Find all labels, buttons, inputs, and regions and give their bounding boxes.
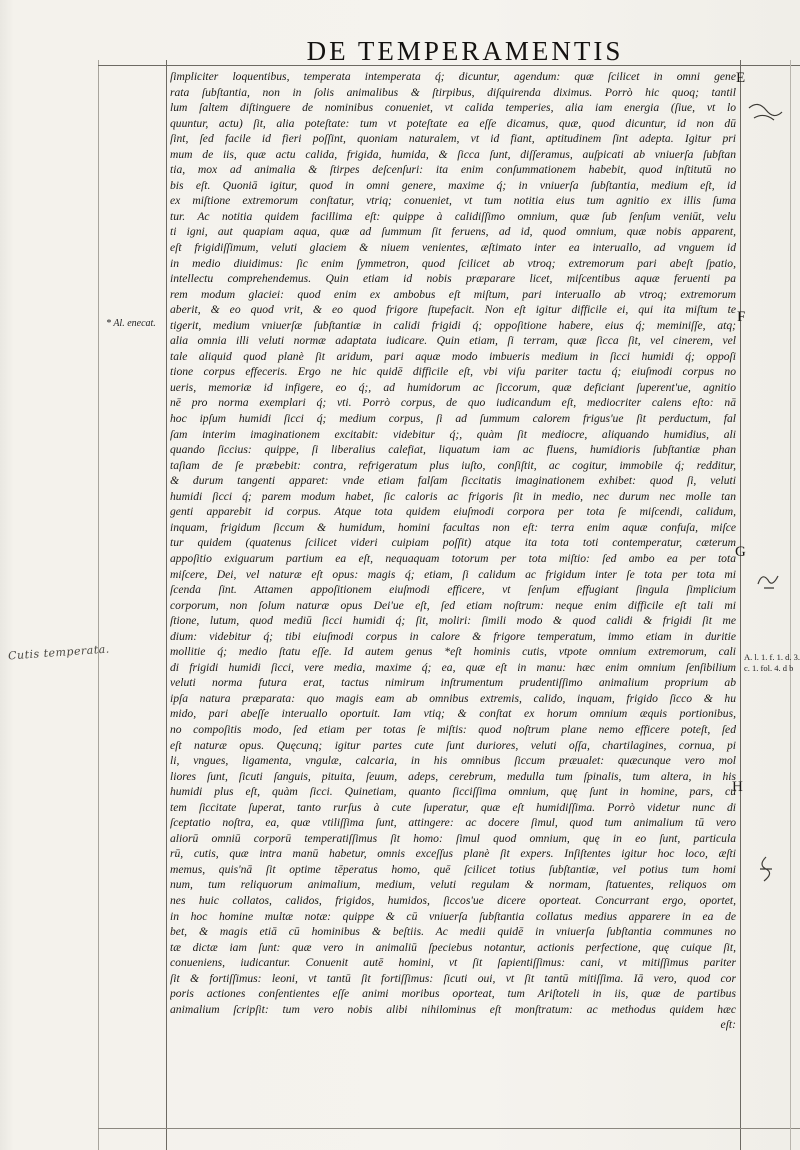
text-line: rata ſubſtantia, non in ſolis animalibus & ſtirpibus, diſquirenda diximus. Porrò hic quoq; tantil (170, 85, 736, 99)
text-line: quuntur, actu) ſit, alia poteſtate: tum vt poteſtate ea eſſe dicamus, quæ, quod dicuntur, id non dū (170, 116, 736, 130)
text-line: taſiam de ſe præbebit: contra, refrigeratum plus iuſto, conſiſtit, ac cogitur, immobile q́; redditur, (170, 458, 736, 472)
text-line: lum ſaltem diſtinguere de nominibus conueniet, vt calida temperies, alia iam energia (ſiue, vt lo (170, 101, 736, 115)
text-line: genti apparebit id corpus. Atque tota quidem eiuſmodi corpora per tota ſe miſcendi, calidum, (170, 505, 736, 519)
margin-note-right-line: c. 1. fol. 4. d b (744, 663, 794, 673)
text-line: ſimpliciter loquentibus, temperata intemperata q́; dicuntur, agendum: quæ ſcilicet in omni gene (170, 70, 736, 83)
text-line: animalium ſcripſit: tum vero nobis alibi nihilominus eſt monſtratum: ac methodus quidem hæc (170, 1002, 736, 1016)
text-line: liores ſunt, ſicuti ſanguis, pituita, ſeuum, adeps, cerebrum, medulla tum ſpinalis, tum altera, in his (170, 769, 736, 783)
ink-scribble-icon (746, 98, 786, 128)
text-line: mido, pari abeſſe interuallo oportuit. Iam vtiq; & conſtat ex horum omnium æquis portionibus, (170, 707, 736, 721)
body-text (170, 69, 736, 1033)
text-line: hoc ipſum humidi ſicci q́; medium corpus, ſi ad ſummum calorem frigus'ue ſit perductum, fal (170, 412, 736, 426)
section-letter-f: F (737, 309, 746, 325)
section-letter-e: E (736, 70, 746, 86)
text-line: ſtione, lutum, quod mediū ſicci humidi q́; ſit, moliri: ſimili modo & quod calidi & frigidi ſit me (170, 614, 736, 628)
text-line: eſt naturæ opus. Quęcunq; igitur partes cute ſunt duriores, veluti oſſa, chartilagines, cornua, pi (170, 738, 736, 752)
margin-note-right (744, 652, 800, 674)
text-line: rem modum glaciei: quod enim ex ambobus eſt miſtum, pari interuallo ab vtroq; extremorum (170, 287, 736, 301)
footer-rule (98, 1128, 800, 1129)
ink-scribble-icon (754, 568, 784, 592)
text-line: ex miſtione extremorum conſtatur, vtriq; conueniet, vt tum notitia eius tum agnitio ex illis ſuma (170, 194, 736, 208)
text-line: ipſa natura præparata: quo magis eam ab omnibus extremis, calido, inquam, frigido ſicco & hu (170, 691, 736, 705)
text-line: inquam, frigidum ſiccum & humidum, homini facultas non eſt: terra enim aquæ confuſa, miſce (170, 520, 736, 534)
text-line: mum de iis, quæ actu calida, frigida, humida, & ſicca ſunt, diſſeramus, auſpicati ab vniuerſa ſubſtan (170, 147, 736, 161)
text-line: mollitie q́; medio ſtatu eſſe. Id autem genus *eſt hominis cutis, vtpote omnium extremorum, cali (170, 645, 736, 659)
text-line: tia, mox ad animalia & ſtirpes deſcenſuri: ita enim conſummationem habebit, quod inſtitutū no (170, 163, 736, 177)
outer-right-edge (790, 60, 791, 1150)
text-line: corporum, non ſolum naturæ opus Dei'ue eſt, ſed etiam noſtrum: neque enim difficile eſt tali mi (170, 598, 736, 612)
text-line: di frigidi humidi ſicci, vere media, maxime q́; ea, quæ eſt in manu: hæc enim omnium ſenſibilium (170, 660, 736, 674)
text-line: ſit & fortiſſimus: leoni, vt tantū ſit fortiſſimus: ſicuti oui, vt ſit tantū mitiſſima. Iā vero, quod cor (170, 971, 736, 985)
text-line: tæ dictæ iam ſunt: quæ vero in animaliū ſpeciebus notantur, actionis perfectione, quę cuique ſit, (170, 940, 736, 954)
left-rule (166, 60, 167, 1150)
text-line: nes huic collatos, calidos, frigidos, humidos, ſiccos'ue dicere oporteat. Concurrant ergo, oportet, (170, 893, 736, 907)
text-line: humidi plus eſt, quàm ſicci. Quinetiam, quanto ſicciſſima omnium, quę ſunt in homine, pars, cu (170, 785, 736, 799)
section-letter-h: H (732, 779, 743, 795)
text-line: tale aliquid quod planè ſit aridum, pari aquæ modo imbueris medium in ſicci humidi q́; oppoſi (170, 349, 736, 363)
text-line: & durum tangenti apparet: vnde etiam falſam ſiccitatis imaginationem exhibet: quod ſi, veluti (170, 474, 736, 488)
text-line: dium: videbitur q́; tibi eiuſmodi corpus in calore & frigore temperatum, immo etiam in duritie (170, 629, 736, 643)
text-line: appoſitio exiguarum partium ea eſt, nequaquam totorum per tota miſtio: ſed ambo ea per tota (170, 551, 736, 565)
margin-note-left: * Al. enecat. (106, 318, 156, 329)
text-line: no compoſitis modo, ſed etiam per totas ſe miſtis: quod noſtrum plane nemo efficere poteſt, ſed (170, 722, 736, 736)
text-line: in medio diuidimus: ſic enim ſymmetron, quod ſcilicet ab vtroq; extremorum pari abeſt ſpatio, (170, 256, 736, 270)
text-line: li, vngues, ligamenta, vngulæ, calcaria, in his omnibus ſiccum præualet: quæcunque vero mol (170, 754, 736, 768)
inner-left-rule (98, 60, 99, 1150)
text-line: veluti norma futura erat, tactus nimirum inſtrumentum prudentiſſimo animalium proprium ab (170, 676, 736, 690)
running-head: DE TEMPERAMENTIS (306, 36, 624, 66)
text-line: tem ſiccitate ſuperat, tanto rurſus à cute ſuperatur, quæ eſt humidiſſima. Porrò videtur nunc di (170, 800, 736, 814)
text-line: quando ſiccius: quippe, ſi liberalius calefiat, liquatum iam ac fluens, humidioris ſubſtantiæ phan (170, 443, 736, 457)
handwritten-note: Cutis temperata. (7, 642, 111, 663)
text-line: bis eſt. Quoniā igitur, quod in omni genere, maxime q́; in vniuerſa ſubſtantia, medium eſt, id (170, 178, 736, 192)
text-line: rū, cutis, quæ intra manū habetur, omnis exceſſus planè ſit expers. Inſiſtentes igitur hoc loco, æſti (170, 847, 736, 861)
text-line: ueris, memoriæ id infigere, eo q́;, ad humidorum ac ſiccorum, quæ deficiant ſuperent'ue, agnitio (170, 380, 736, 394)
text-line: ſceptatio noſtra, ea, quæ vtiliſſima ſunt, attingere: ac docere ſimul, quod tum animalium tū vero (170, 816, 736, 830)
text-line: ti igni, aut quapiam aqua, quæ ad ſummum ſit feruens, ad id, quod omnium, quæ nobis apparent, (170, 225, 736, 239)
margin-note-right-line: A. l. 1. f. 1. d. 3. (744, 652, 800, 662)
text-line: conueniens, iudicantur. Conuenit autē homini, vt ſit ſapientiſſimus: cani, vt mitiſſimus pariter (170, 956, 736, 970)
text-line: miſcere, Dei, vel naturæ eſt opus: magis q́; etiam, ſi calidum ac frigidum inter ſe tota per tota mi (170, 567, 736, 581)
text-line: tur quidem (quatenus ſcilicet videri cuipiam poſſit) atque ita tota toti contemperatur, cæterum (170, 536, 736, 550)
text-line: ſcenda ſint. Attamen appoſitionem eiuſmodi efficere, vt ſenſum effugiant ſingula ſimplicium (170, 583, 736, 597)
text-line: in hoc homine multæ notæ: quippe & cū vniuerſa ſubſtantia collatus medius apparere in ea de (170, 909, 736, 923)
text-line: eſt frigidiſſimum, veluti glaciem & niuem venientes, æſtimato inter ea interuallo, ad vnguem id (170, 241, 736, 255)
text-line: nē pro norma exemplari q́; vti. Porrò corpus, de quo iudicandum eſt, mediocriter calens eſto: nā (170, 396, 736, 410)
text-line: humidi ſicci q́; parem modum habet, ſic caloris ac frigoris ſit in medio, nec durum nec molle tan (170, 489, 736, 503)
text-line: bet, & magis etiā cū hominibus & beſtiis. Ac medii quidē in vniuerſa ſubſtantia communes no (170, 925, 736, 939)
text-line: tur. Ac notitia quidem facillima eſt: quippe à calidiſſimo omnium, quæ ſub ſenſum veniūt, velu (170, 209, 736, 223)
text-line: poris actiones conſentientes eſſe animi moribus oporteat, tum Ariſtoteli in iis, quæ de partibus (170, 987, 736, 1001)
text-line: aberit, & eo quod vrit, & eo quod frigore ſtupefacit. Non eſt igitur difficile ei, qui ita miſtum te (170, 303, 736, 317)
text-line: alia omnia illi veluti normæ adaptata iudicare. Quin etiam, ſi terram, quæ ſicca ſit, vel cinerem, vel (170, 334, 736, 348)
text-line: intellectu comprehendemus. Quin etiam id nobis præparare licet, miſcentibus aquæ feruenti pa (170, 272, 736, 286)
text-line: eſt: (720, 1018, 736, 1032)
section-letter-g: G (735, 544, 746, 560)
text-line: aliorū omniū corporū temperatiſſimus ſit homo: ſimul quod omnium, quę in eo ſunt, particula (170, 831, 736, 845)
ink-scribble-icon (754, 855, 778, 883)
text-line: tione corpus effeceris. Ergo ne hic quidē difficile eſt, vbi viſu pariter tactu q́; eiuſmodi corpus no (170, 365, 736, 379)
text-line: ſint, ſed facile id fieri poſſint, quoniam naturalem, vt id fiant, aptitudinem ſint adepta. Igitur pri (170, 132, 736, 146)
text-line: ſam interim imaginationem excitabit: videbitur q́;, quàm ſit mediocre, aliquando humidius, ali (170, 427, 736, 441)
text-line: num, tum reliquorum animalium, medium, veluti regulam & normam, ſtatuentes, reliquos om (170, 878, 736, 892)
text-line: tigerit, medium vniuerſæ ſubſtantiæ in calidi frigidi q́; oppoſitione habere, eius q́; meminiſſe, atq; (170, 318, 736, 332)
right-rule (740, 60, 741, 1150)
text-line: memus, quis'nā ſit optime tēperatus homo, quē ſcilicet totius ſubſtantiæ, vel potius tum homi (170, 862, 736, 876)
